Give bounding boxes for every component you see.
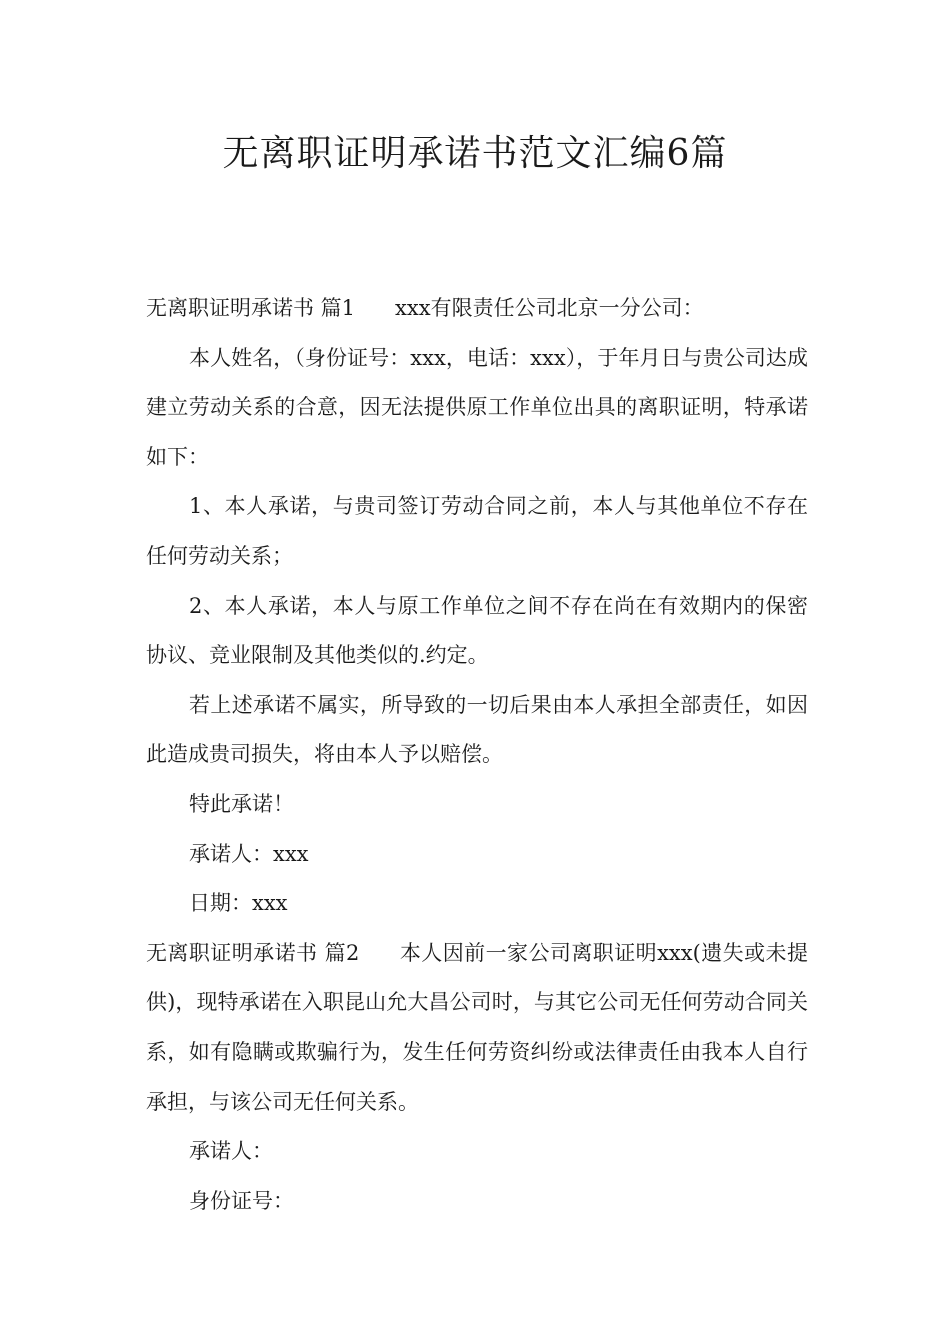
section-2-id-line: 身份证号： (189, 1188, 294, 1213)
section-2-signer-line: 承诺人： (189, 1139, 273, 1164)
signer-line: 承诺人：xxx (189, 841, 309, 866)
commitment-item-1: 1、本人承诺，与贵司签订劳动合同之前，本人与其他单位不存在任何劳动关系； (146, 494, 808, 568)
section-2-statement: 本人因前一家公司离职证明xxx(遗失或未提供)，现特承诺在入职昆山允大昌公司时，与其它公司无任何劳动合同关系，如有隐瞒或欺骗行为，发生任何劳资纠纷或法律责任由我本人自行承担，与该公司无任何关系。 (146, 940, 808, 1114)
section-1-heading-paragraph (146, 284, 808, 334)
liability-paragraph: 若上述承诺不属实，所导致的一切后果由本人承担全部责任，如因此造成贵司损失，将由本人予以赔偿。 (146, 692, 808, 767)
section-2-paragraph (146, 929, 808, 1127)
document-body (146, 284, 808, 1226)
closing-line: 特此承诺！ (189, 791, 294, 816)
commitment-item-2: 2、本人承诺，本人与原工作单位之间不存在尚在有效期内的保密协议、竞业限制及其他类似的.约定。 (146, 593, 808, 668)
document-title: 无离职证明承诺书范文汇编6篇 (222, 133, 728, 174)
section-1-label: 无离职证明承诺书 篇1 (146, 296, 356, 320)
date-line: 日期：xxx (189, 891, 288, 916)
recipient-company: xxx有限责任公司北京一分公司： (395, 296, 704, 320)
section-2-label: 无离职证明承诺书 篇2 (146, 940, 360, 965)
intro-paragraph: 本人姓名，（身份证号：xxx，电话：xxx），于年月日与贵公司达成建立劳动关系的合意，因无法提供原工作单位出具的离职证明，特承诺如下： (146, 345, 808, 469)
